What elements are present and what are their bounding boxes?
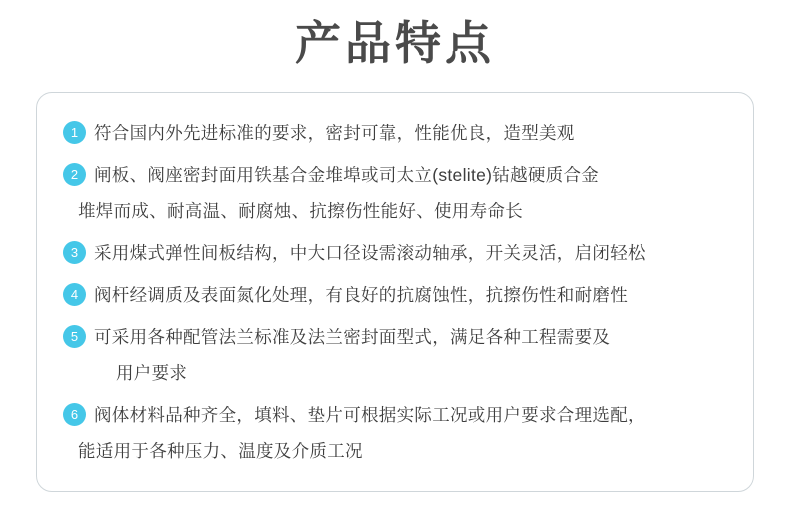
- item-number-badge: 4: [63, 283, 86, 306]
- item-line: 堆焊而成、耐高温、耐腐烛、抗擦伤性能好、使用寿命长: [78, 201, 523, 221]
- item-number-badge: 2: [63, 163, 86, 186]
- item-text: [78, 397, 646, 469]
- item-line: 闸板、阀座密封面用铁基合金堆埠或司太立(stelite)钴越硬质合金: [94, 165, 600, 185]
- item-number-badge: 1: [63, 121, 86, 144]
- list-item: [63, 397, 727, 469]
- item-text: [78, 157, 600, 229]
- item-text: [94, 115, 575, 151]
- item-number-badge: 3: [63, 241, 86, 264]
- list-item: [63, 157, 727, 229]
- list-item: [63, 277, 727, 313]
- item-line: 用户要求: [116, 363, 188, 383]
- list-item: [63, 235, 727, 271]
- item-line: 符合国内外先进标准的要求，密封可靠，性能优良，造型美观: [94, 123, 575, 143]
- item-line: 能适用于各种压力、温度及介质工况: [78, 441, 363, 461]
- item-line: 可采用各种配管法兰标准及法兰密封面型式，满足各种工程需要及: [94, 327, 611, 347]
- item-number-badge: 6: [63, 403, 86, 426]
- item-text: [94, 319, 610, 391]
- item-number-badge: 5: [63, 325, 86, 348]
- page-title: 产品特点: [295, 17, 495, 69]
- item-line: 采用煤式弹性间板结构，中大口径设需滚动轴承，开关灵活，启闭轻松: [94, 243, 646, 263]
- item-text: [94, 277, 628, 313]
- item-text: [94, 235, 646, 271]
- features-panel: [36, 92, 754, 492]
- item-line: 阀杆经调质及表面氮化处理，有良好的抗腐蚀性，抗擦伤性和耐磨性: [94, 285, 628, 305]
- list-item: [63, 115, 727, 151]
- item-line: 阀体材料品种齐全，填料、垫片可根据实际工况或用户要求合理选配，: [94, 405, 646, 425]
- list-item: [63, 319, 727, 391]
